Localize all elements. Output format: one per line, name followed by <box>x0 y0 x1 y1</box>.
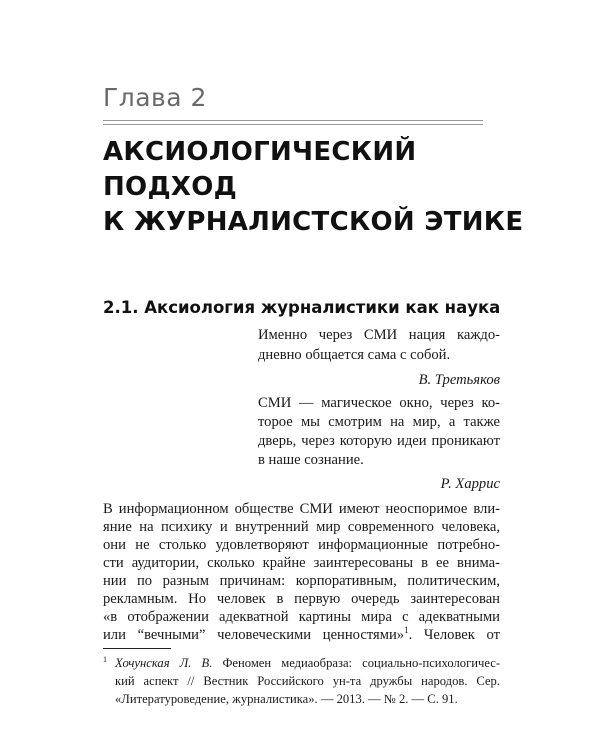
epigraph-line: торое мы смотрим на мир, а также <box>258 414 500 430</box>
body-text: или “вечными” человеческими ценностями» <box>103 627 405 643</box>
epigraph-line: дверь, через которую идеи проникают <box>258 433 500 449</box>
body-line: В информационном обществе СМИ имеют неоспоримое вли- <box>103 501 500 517</box>
section-heading: 2.1. Аксиология журналистики как наука <box>103 298 501 317</box>
footnote-number: 1 <box>103 655 107 664</box>
chapter-title-line: ПОДХОД <box>103 172 238 202</box>
footnote-line: кий аспект // Вестник Российского ун-та дружбы народов. Сер. <box>115 674 500 688</box>
epigraph-line: дневно общается сама с собой. <box>258 347 451 363</box>
footnote-line: «Литературоведение, журналистика». — 2013. — № 2. — С. 91. <box>115 692 458 706</box>
chapter-label: Глава 2 <box>103 83 207 112</box>
epigraph-line: Именно через СМИ нация каждо- <box>258 327 500 343</box>
body-line: сти аудитории, сколько крайне заинтересованы в ее внима- <box>103 555 500 571</box>
epigraph-author: Р. Харрис <box>440 476 500 492</box>
footnote-ref[interactable]: 1 <box>404 625 409 636</box>
body-line: рекламным. Но человек в первую очередь заинтересован <box>103 591 500 607</box>
footnote-text: Феномен медиаобраза: социально-психологичес- <box>212 656 501 670</box>
footnote-line <box>115 655 500 672</box>
body-line: нии по разным причинам: корпоративным, политическим, <box>103 573 500 589</box>
epigraph-author: В. Третьяков <box>418 372 500 388</box>
epigraph-line: в наше сознание. <box>258 452 364 468</box>
chapter-divider <box>103 120 483 125</box>
body-text: . Человек от <box>408 627 500 643</box>
epigraph-line: СМИ — магическое окно, через ко- <box>258 395 500 411</box>
body-line: яние на психику и внутренний мир современного человека, <box>103 519 500 535</box>
chapter-title-line: К ЖУРНАЛИСТСКОЙ ЭТИКЕ <box>103 207 524 237</box>
footnote-author: Хочунская Л. В. <box>115 656 213 670</box>
body-line <box>103 626 500 644</box>
chapter-title-line: АКСИОЛОГИЧЕСКИЙ <box>103 137 417 167</box>
body-line: они не столько удовлетворяют информационные потребно- <box>103 537 500 553</box>
footnote-divider <box>103 648 171 649</box>
body-line: «в отображении адекватной картины мира с адекватными <box>103 609 500 625</box>
